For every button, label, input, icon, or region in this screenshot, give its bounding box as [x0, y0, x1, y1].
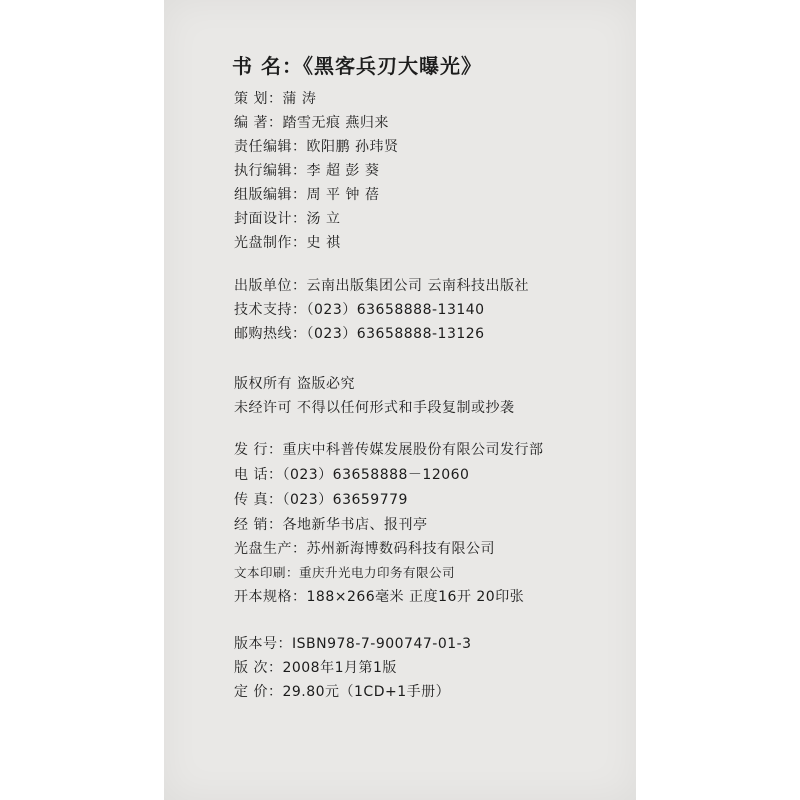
rights-notice: 版权所有 盗版必究	[234, 376, 355, 392]
cd-manufacturer: 光盘生产：苏州新海博数码科技有限公司	[234, 541, 495, 557]
credit-executive-editor: 执行编辑：李 超 彭 葵	[234, 163, 380, 179]
credit-authors: 编 著：踏雪无痕 燕归来	[234, 115, 389, 131]
credit-cd-production: 光盘制作：史 祺	[234, 235, 341, 251]
tech-support-phone: 技术支持：（023）63658888-13140	[234, 302, 485, 318]
text-printer: 文本印刷：重庆升光电力印务有限公司	[234, 565, 456, 580]
isbn-line: 版本号：ISBN978-7-900747-01-3	[234, 636, 472, 652]
distribution-distributor: 发 行：重庆中科普传媒发展股份有限公司发行部	[234, 442, 544, 458]
price-line: 定 价：29.80元（1CD+1手册）	[234, 684, 451, 700]
distribution-fax: 传 真：（023）63659779	[234, 492, 408, 508]
credit-cover-design: 封面设计：汤 立	[234, 211, 341, 227]
credit-layout-editor: 组版编辑：周 平 钟 蓓	[234, 187, 380, 203]
publisher-unit: 出版单位：云南出版集团公司 云南科技出版社	[234, 278, 529, 294]
distribution-phone: 电 话：（023）63658888－12060	[234, 467, 470, 483]
edition-line: 版 次：2008年1月第1版	[234, 660, 397, 676]
mail-order-hotline: 邮购热线：（023）63658888-13126	[234, 326, 485, 342]
credit-responsible-editor: 责任编辑：欧阳鹏 孙玮贤	[234, 139, 399, 155]
format-specification: 开本规格：188×266毫米 正度16开 20印张	[234, 589, 525, 605]
distribution-retail: 经 销：各地新华书店、报刊亭	[234, 517, 428, 533]
credit-planner: 策 划：蒲 涛	[234, 91, 317, 107]
book-title-line: 书 名：《黑客兵刃大曝光》	[232, 54, 482, 78]
reproduction-notice: 未经许可 不得以任何形式和手段复制或抄袭	[234, 400, 515, 416]
